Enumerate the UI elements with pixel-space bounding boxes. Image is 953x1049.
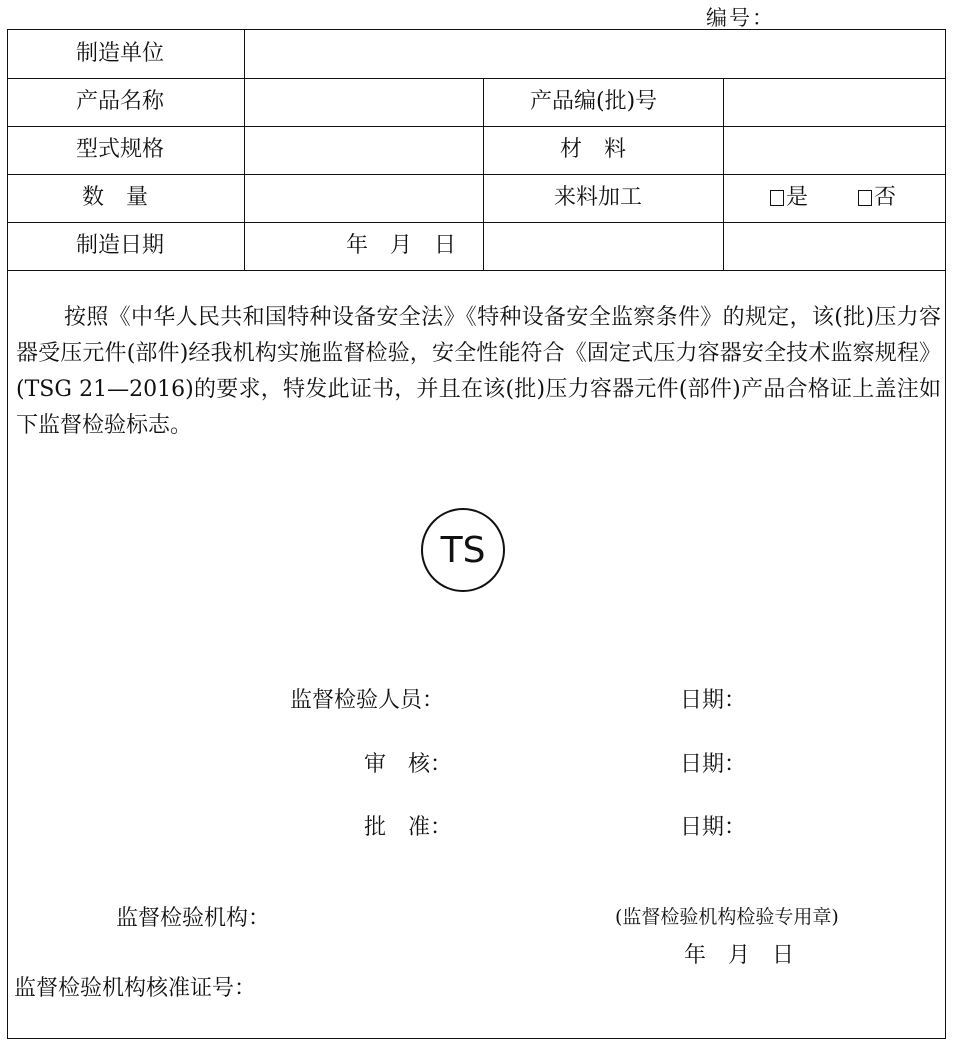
option-yes[interactable] [770, 187, 808, 209]
table-rule [7, 126, 946, 127]
approver-label: 批 准： [364, 815, 453, 840]
reviewer-date-label: 日期： [680, 752, 747, 777]
ts-inspection-mark: TS [421, 508, 505, 592]
table-rule [244, 29, 245, 270]
seal-date-placeholder: 年 月 日 [684, 943, 795, 968]
table-rule [7, 222, 946, 223]
inspector-label: 监督检验人员： [290, 688, 445, 713]
inspector-date-label: 日期： [680, 688, 747, 713]
table-rule [483, 78, 484, 270]
serial-number-label: 编号： [706, 6, 775, 30]
reviewer-label: 审 核： [364, 752, 453, 777]
material-label: 材 料 [560, 137, 627, 162]
table-rule [7, 78, 946, 79]
product-batch-number-label: 产品编(批)号 [530, 89, 658, 114]
table-row-label: 制造日期 [76, 233, 165, 258]
incoming-material-processing-label: 来料加工 [554, 185, 643, 210]
certificate-statement: 按照《中华人民共和国特种设备安全法》《特种设备安全监察条件》的规定，该(批)压力容器受压元件(部件)经我机构实施监督检验，安全性能符合《固定式压力容器安全技术监察规程》(TSG 21—2016)的要求，特发此证书，并且在该(批)压力容器元件(部件)产品合格证上盖注如下监督检验标志。 [16, 305, 941, 438]
checkbox-yes[interactable] [770, 190, 784, 206]
table-row-label: 型式规格 [76, 137, 165, 162]
option-no-label: 否 [874, 185, 897, 210]
table-rule [7, 270, 946, 271]
table-row-label: 产品名称 [76, 89, 165, 114]
table-rule [723, 78, 724, 270]
table-row-label: 制造单位 [76, 41, 165, 66]
option-no[interactable] [858, 187, 896, 209]
table-rule [7, 174, 946, 175]
option-yes-label: 是 [786, 185, 809, 210]
checkbox-no[interactable] [858, 190, 872, 206]
inspection-organization-label: 监督检验机构： [116, 906, 271, 931]
approver-date-label: 日期： [680, 815, 747, 840]
license-number-label: 监督检验机构核准证号： [14, 976, 257, 1001]
table-row-label: 数 量 [82, 185, 149, 210]
manufacture-date-placeholder: 年 月 日 [346, 233, 457, 258]
seal-note: (监督检验机构检验专用章) [615, 906, 839, 928]
